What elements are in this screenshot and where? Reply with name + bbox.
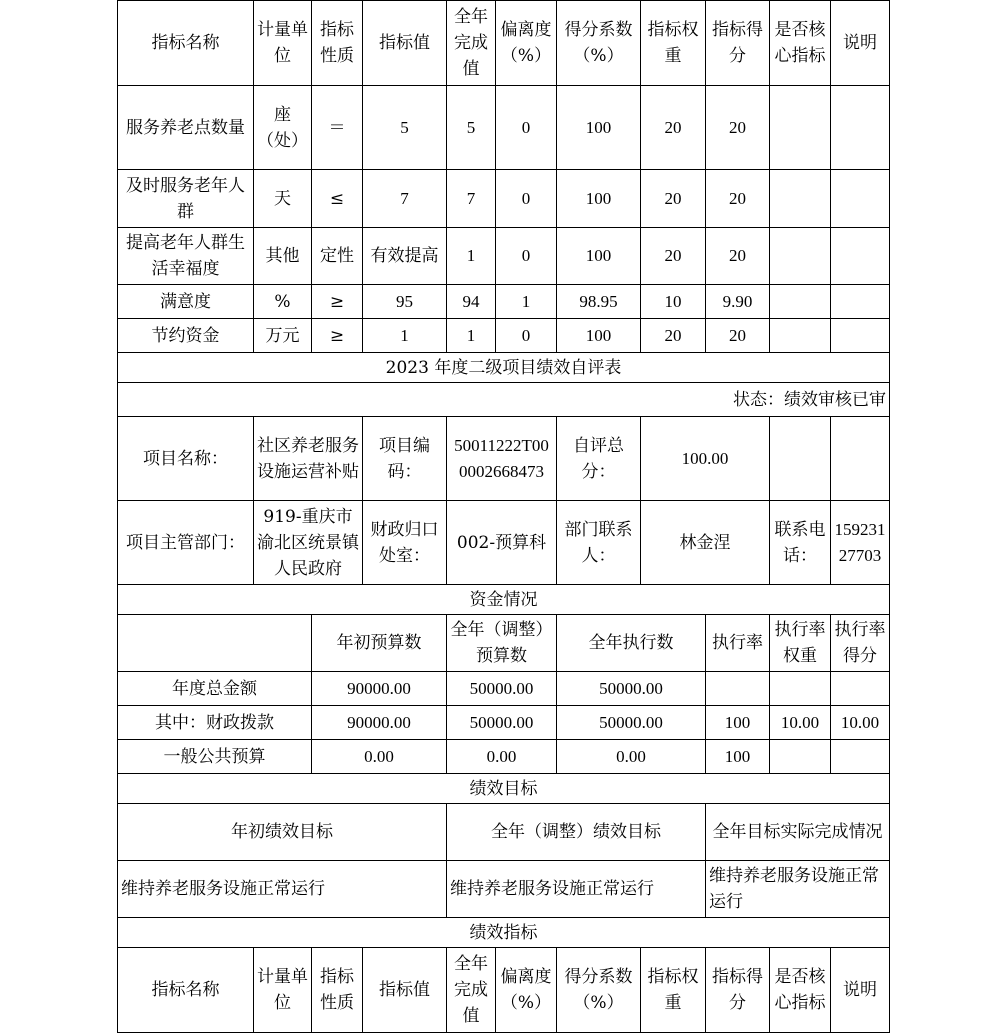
indicators-section-title: 绩效指标: [118, 918, 890, 948]
indicator-weight: 20: [641, 86, 706, 170]
phone: 15923127703: [831, 501, 890, 585]
indicator-header-row-bottom: [118, 948, 890, 1033]
goals-initial: 维持养老服务设施正常运行: [118, 861, 447, 918]
goals-initial-header: 年初绩效目标: [118, 804, 447, 861]
funds-section-title: 资金情况: [118, 585, 890, 615]
indicator-value: 有效提高: [363, 228, 447, 285]
indicator-deviation: 0: [496, 86, 557, 170]
funds-initial: 90000.00: [312, 706, 447, 740]
funds-title-row: [118, 585, 890, 615]
funds-rate-score: [831, 672, 890, 706]
indicator-nature: ＝: [312, 86, 363, 170]
contact-label: 部门联系人：: [557, 501, 641, 585]
indicator-coef: 100: [557, 228, 641, 285]
dept-label: 项目主管部门：: [118, 501, 254, 585]
funds-row-label: 其中：财政拨款: [118, 706, 312, 740]
department-row: [118, 501, 890, 585]
goals-adjusted-header: 全年（调整）绩效目标: [447, 804, 706, 861]
project-info-blank: [831, 417, 890, 501]
header-core: 是否核心指标: [770, 1, 831, 86]
indicator-unit: 座（处）: [254, 86, 312, 170]
project-code: 50011222T000002668473: [447, 417, 557, 501]
funds-row: [118, 740, 890, 774]
indicator-core: [770, 228, 831, 285]
funds-header-executed: 全年执行数: [557, 615, 706, 672]
funds-row: [118, 706, 890, 740]
indicator-value: 1: [363, 319, 447, 353]
funds-header-blank: [118, 615, 312, 672]
header-nature: 指标性质: [312, 1, 363, 86]
indicator-weight: 10: [641, 285, 706, 319]
header-core: 是否核心指标: [770, 948, 831, 1033]
header-note: 说明: [831, 1, 890, 86]
indicator-header-row: [118, 1, 890, 86]
indicator-nature: ≥: [312, 319, 363, 353]
contact: 林金涅: [641, 501, 770, 585]
status-row: [118, 383, 890, 417]
header-deviation: 偏离度（%）: [496, 1, 557, 86]
goals-actual-header: 全年目标实际完成情况: [706, 804, 890, 861]
funds-executed: 50000.00: [557, 706, 706, 740]
status-text: 状态：绩效审核已审: [118, 383, 890, 417]
indicator-note: [831, 285, 890, 319]
indicator-score: 20: [706, 319, 770, 353]
funds-header-initial: 年初预算数: [312, 615, 447, 672]
indicator-deviation: 0: [496, 319, 557, 353]
project-name: 社区养老服务设施运营补贴: [254, 417, 363, 501]
indicator-name: 服务养老点数量: [118, 86, 254, 170]
indicator-name: 节约资金: [118, 319, 254, 353]
indicator-coef: 100: [557, 170, 641, 228]
funds-row-label: 一般公共预算: [118, 740, 312, 774]
indicator-score: 9.90: [706, 285, 770, 319]
goals-header-row: [118, 804, 890, 861]
funds-initial: 90000.00: [312, 672, 447, 706]
project-info-row: [118, 417, 890, 501]
indicator-deviation: 0: [496, 228, 557, 285]
funds-rate-weight: [770, 672, 831, 706]
funds-adjusted: 0.00: [447, 740, 557, 774]
indicator-score: 20: [706, 170, 770, 228]
funds-rate-weight: 10.00: [770, 706, 831, 740]
self-score-label: 自评总分：: [557, 417, 641, 501]
funds-rate: 100: [706, 706, 770, 740]
indicator-note: [831, 86, 890, 170]
header-unit: 计量单位: [254, 948, 312, 1033]
indicator-weight: 20: [641, 319, 706, 353]
form-title-row: [118, 353, 890, 383]
header-coef: 得分系数（%）: [557, 1, 641, 86]
indicator-score: 20: [706, 86, 770, 170]
funds-row: [118, 672, 890, 706]
indicator-deviation: 0: [496, 170, 557, 228]
indicator-name: 及时服务老年人群: [118, 170, 254, 228]
goals-actual: 维持养老服务设施正常运行: [706, 861, 890, 918]
indicator-row: [118, 170, 890, 228]
indicator-core: [770, 86, 831, 170]
indicator-unit: 天: [254, 170, 312, 228]
funds-row-label: 年度总金额: [118, 672, 312, 706]
project-name-label: 项目名称：: [118, 417, 254, 501]
goals-section-title: 绩效目标: [118, 774, 890, 804]
funds-initial: 0.00: [312, 740, 447, 774]
funds-rate-score: 10.00: [831, 706, 890, 740]
header-deviation: 偏离度（%）: [496, 948, 557, 1033]
indicator-note: [831, 319, 890, 353]
goals-title-row: [118, 774, 890, 804]
indicator-weight: 20: [641, 228, 706, 285]
indicator-done: 94: [447, 285, 496, 319]
header-value: 指标值: [363, 948, 447, 1033]
indicator-row: [118, 285, 890, 319]
indicator-score: 20: [706, 228, 770, 285]
indicator-coef: 100: [557, 86, 641, 170]
indicator-done: 1: [447, 319, 496, 353]
funds-executed: 0.00: [557, 740, 706, 774]
indicator-row: [118, 86, 890, 170]
funds-rate-score: [831, 740, 890, 774]
indicator-coef: 98.95: [557, 285, 641, 319]
funds-adjusted: 50000.00: [447, 672, 557, 706]
funds-header-rate-weight: 执行率权重: [770, 615, 831, 672]
indicator-name: 满意度: [118, 285, 254, 319]
indicator-nature: 定性: [312, 228, 363, 285]
indicator-core: [770, 285, 831, 319]
indicator-core: [770, 319, 831, 353]
indicator-core: [770, 170, 831, 228]
header-name: 指标名称: [118, 948, 254, 1033]
header-name: 指标名称: [118, 1, 254, 86]
indicator-note: [831, 228, 890, 285]
funds-rate-weight: [770, 740, 831, 774]
indicator-done: 7: [447, 170, 496, 228]
indicator-done: 1: [447, 228, 496, 285]
dept: 919-重庆市渝北区统景镇人民政府: [254, 501, 363, 585]
funds-rate: 100: [706, 740, 770, 774]
finance-office-label: 财政归口处室：: [363, 501, 447, 585]
goals-adjusted: 维持养老服务设施正常运行: [447, 861, 706, 918]
indicator-nature: ≥: [312, 285, 363, 319]
header-coef: 得分系数（%）: [557, 948, 641, 1033]
funds-header-adjusted: 全年（调整）预算数: [447, 615, 557, 672]
header-note: 说明: [831, 948, 890, 1033]
header-weight: 指标权重: [641, 948, 706, 1033]
funds-executed: 50000.00: [557, 672, 706, 706]
indicator-value: 95: [363, 285, 447, 319]
indicator-row: [118, 228, 890, 285]
project-code-label: 项目编码：: [363, 417, 447, 501]
indicator-note: [831, 170, 890, 228]
indicator-deviation: 1: [496, 285, 557, 319]
header-score: 指标得分: [706, 948, 770, 1033]
funds-adjusted: 50000.00: [447, 706, 557, 740]
header-score: 指标得分: [706, 1, 770, 86]
indicator-name: 提高老年人群生活幸福度: [118, 228, 254, 285]
header-unit: 计量单位: [254, 1, 312, 86]
form-title: 2023 年度二级项目绩效自评表: [118, 353, 890, 383]
project-info-blank: [770, 417, 831, 501]
header-done: 全年完成值: [447, 948, 496, 1033]
indicator-nature: ≤: [312, 170, 363, 228]
phone-label: 联系电话：: [770, 501, 831, 585]
self-score: 100.00: [641, 417, 770, 501]
indicator-done: 5: [447, 86, 496, 170]
indicators-title-row: [118, 918, 890, 948]
funds-header-row: [118, 615, 890, 672]
indicator-weight: 20: [641, 170, 706, 228]
finance-office: 002-预算科: [447, 501, 557, 585]
header-value: 指标值: [363, 1, 447, 86]
header-nature: 指标性质: [312, 948, 363, 1033]
indicator-coef: 100: [557, 319, 641, 353]
indicator-unit: %: [254, 285, 312, 319]
header-done: 全年完成值: [447, 1, 496, 86]
header-weight: 指标权重: [641, 1, 706, 86]
indicator-value: 7: [363, 170, 447, 228]
indicator-table-top: [117, 0, 890, 1033]
indicator-value: 5: [363, 86, 447, 170]
indicator-row: [118, 319, 890, 353]
funds-header-rate-score: 执行率得分: [831, 615, 890, 672]
indicator-unit: 万元: [254, 319, 312, 353]
goals-content-row: [118, 861, 890, 918]
indicator-unit: 其他: [254, 228, 312, 285]
funds-header-rate: 执行率: [706, 615, 770, 672]
funds-rate: [706, 672, 770, 706]
